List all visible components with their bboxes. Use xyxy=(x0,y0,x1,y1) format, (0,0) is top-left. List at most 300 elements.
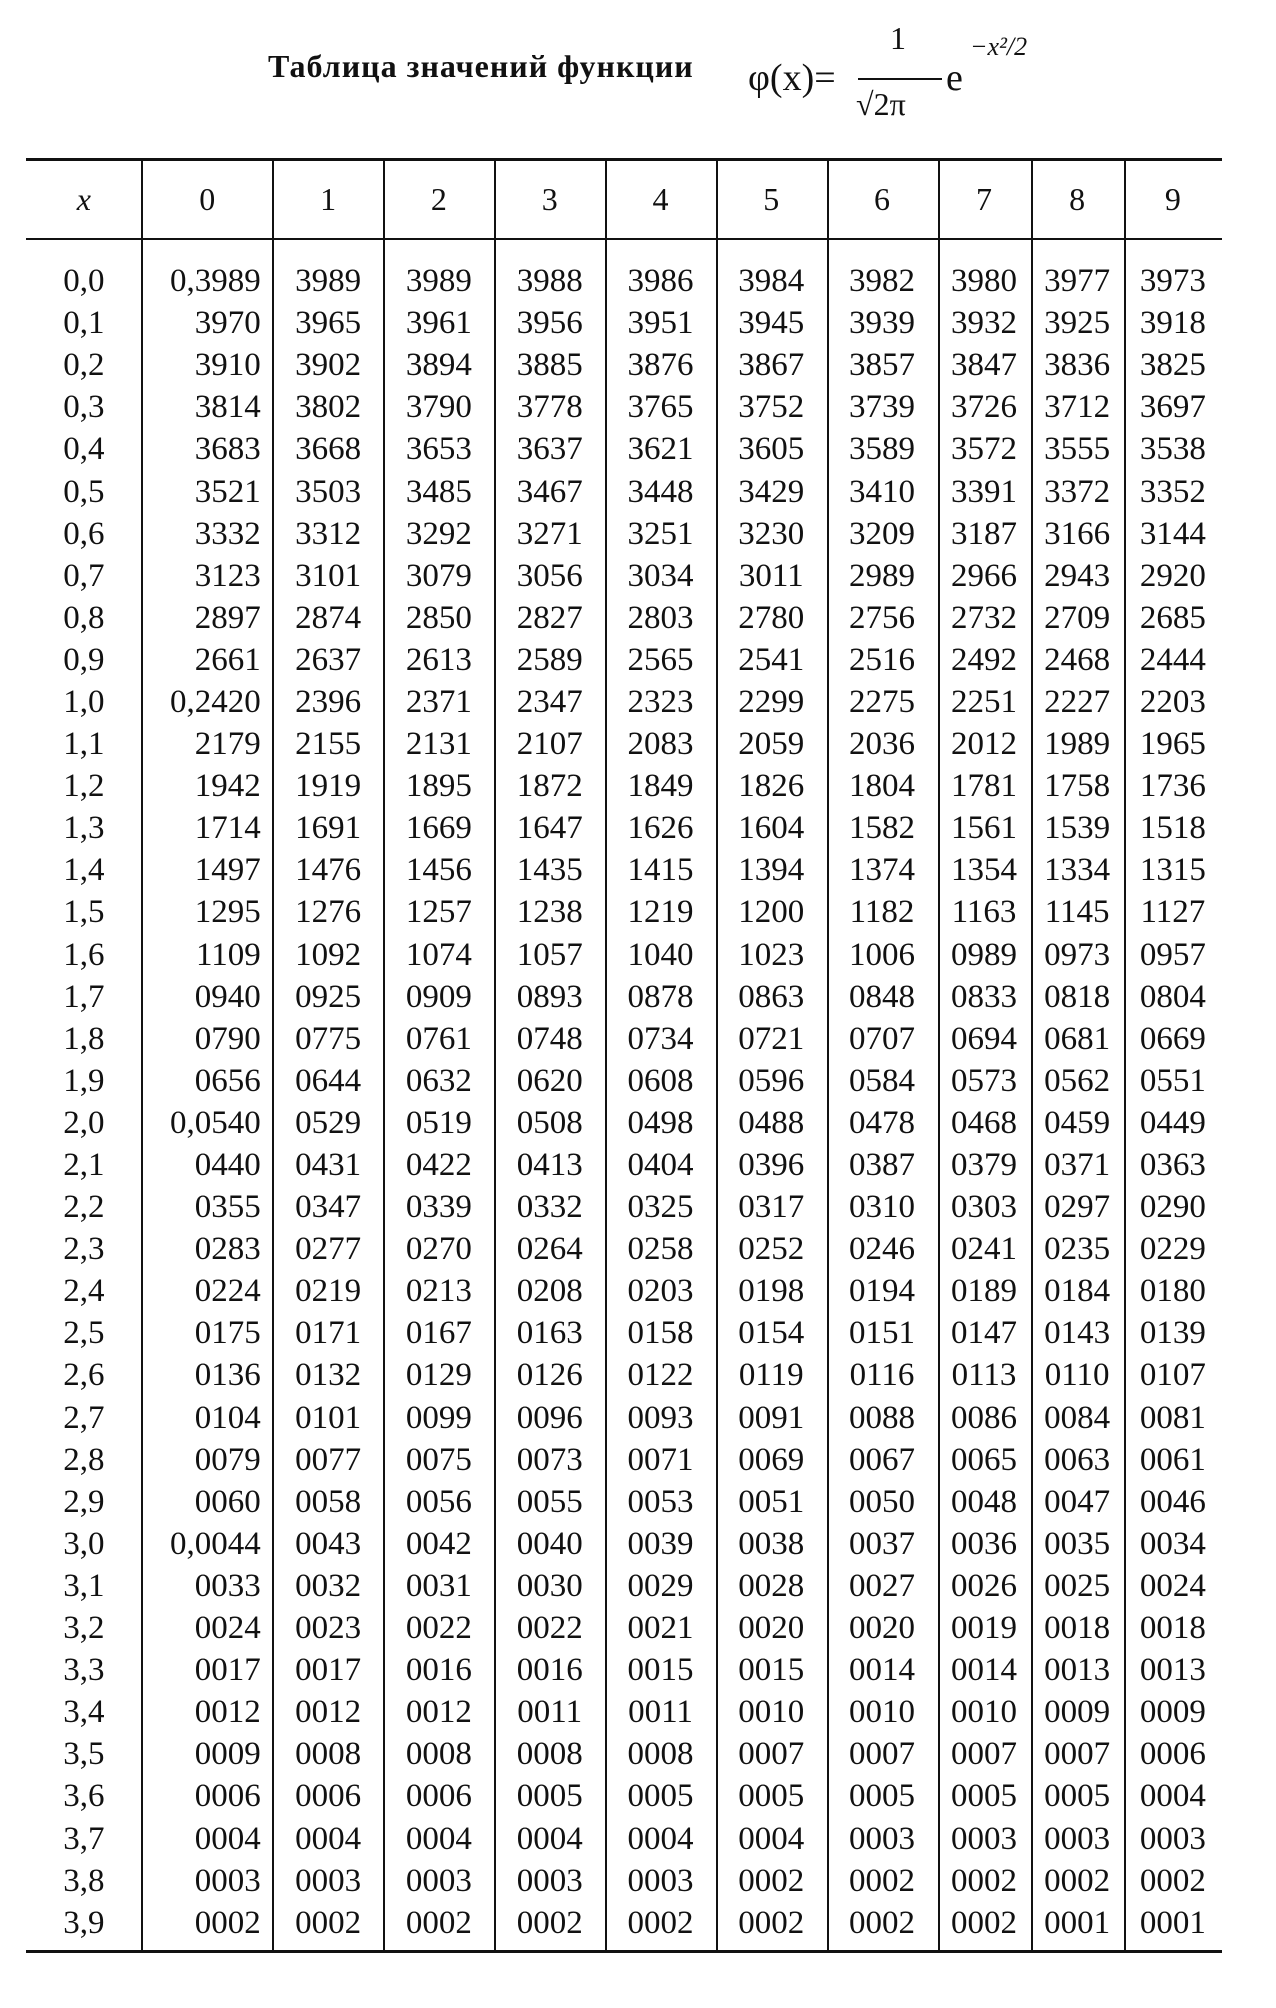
table-cell: 2468 xyxy=(1044,641,1111,678)
table-cell: 3857 xyxy=(849,347,916,384)
table-row xyxy=(26,1523,1222,1565)
table-cell: 1582 xyxy=(849,810,916,847)
header-col-8: 8 xyxy=(1069,180,1086,217)
table-cell: 3589 xyxy=(849,431,916,468)
table-cell: 0122 xyxy=(627,1357,694,1394)
table-cell: 2989 xyxy=(849,557,916,594)
table-cell: 0184 xyxy=(1044,1273,1111,1310)
x-value-cell: 1,4 xyxy=(63,852,105,889)
header-col-2: 2 xyxy=(430,180,447,217)
table-cell: 0925 xyxy=(295,978,362,1015)
table-cell: 1354 xyxy=(951,852,1017,889)
table-cell: 2943 xyxy=(1044,557,1111,594)
table-cell: 0909 xyxy=(405,978,472,1015)
column-divider xyxy=(494,158,496,1950)
table-cell: 3485 xyxy=(405,473,472,510)
x-value-cell: 0,3 xyxy=(63,389,105,426)
table-cell: 0339 xyxy=(405,1189,472,1226)
table-cell: 0171 xyxy=(295,1315,362,1352)
table-row xyxy=(26,1902,1222,1944)
table-cell: 0957 xyxy=(1139,936,1206,973)
table-cell: 0007 xyxy=(849,1736,916,1773)
table-cell: 0001 xyxy=(1044,1904,1111,1941)
table-cell: 0371 xyxy=(1044,1147,1111,1184)
table-cell: 1626 xyxy=(627,810,694,847)
table-cell: 1415 xyxy=(627,852,694,889)
table-cell: 2131 xyxy=(405,726,472,763)
table-cell: 0940 xyxy=(194,978,261,1015)
table-cell: 1691 xyxy=(295,810,362,847)
table-cell: 0016 xyxy=(516,1652,583,1689)
table-cell: 3910 xyxy=(194,347,261,384)
table-cell: 3894 xyxy=(405,347,472,384)
table-cell: 2275 xyxy=(849,683,916,720)
column-divider xyxy=(141,158,143,1950)
x-value-cell: 1,8 xyxy=(63,1020,105,1057)
table-cell: 2323 xyxy=(627,683,694,720)
table-cell: 3271 xyxy=(516,515,583,552)
table-cell: 1092 xyxy=(295,936,362,973)
table-cell: 2059 xyxy=(738,726,805,763)
table-cell: 1315 xyxy=(1139,852,1206,889)
table-row xyxy=(26,1481,1222,1523)
table-cell: 0056 xyxy=(405,1483,472,1520)
table-cell: 1295 xyxy=(194,894,261,931)
table-cell: 0005 xyxy=(1044,1778,1111,1815)
column-divider xyxy=(383,158,385,1950)
column-divider xyxy=(1031,158,1033,1950)
table-cell: 3230 xyxy=(738,515,805,552)
table-cell: 0005 xyxy=(627,1778,694,1815)
table-cell: 0748 xyxy=(516,1020,583,1057)
table-cell: 3961 xyxy=(405,305,472,342)
x-value-cell: 1,6 xyxy=(63,936,105,973)
table-cell: 3739 xyxy=(849,389,916,426)
x-value-cell: 3,2 xyxy=(63,1610,105,1647)
table-cell: 2541 xyxy=(738,641,805,678)
table-cell: 0091 xyxy=(738,1399,805,1436)
table-cell: 0003 xyxy=(295,1862,362,1899)
table-cell: 3980 xyxy=(951,263,1017,300)
table-cell: 0290 xyxy=(1139,1189,1206,1226)
table-cell: 0002 xyxy=(951,1862,1017,1899)
table-cell: 1647 xyxy=(516,810,583,847)
table-row xyxy=(26,639,1222,681)
table-cell: 0010 xyxy=(951,1694,1017,1731)
table-row xyxy=(26,597,1222,639)
table-cell: 0018 xyxy=(1139,1610,1206,1647)
table-cell: 1919 xyxy=(295,768,362,805)
table-cell: 0025 xyxy=(1044,1567,1111,1604)
table-row xyxy=(26,1607,1222,1649)
table-cell: 3521 xyxy=(194,473,261,510)
table-cell: 3448 xyxy=(627,473,694,510)
x-value-cell: 3,8 xyxy=(63,1862,105,1899)
table-cell: 0707 xyxy=(849,1020,916,1057)
table-cell: 3410 xyxy=(849,473,916,510)
table-cell: 1476 xyxy=(295,852,362,889)
table-cell: 0158 xyxy=(627,1315,694,1352)
table-cell: 3951 xyxy=(627,305,694,342)
table-cell: 2589 xyxy=(516,641,583,678)
table-cell: 0005 xyxy=(849,1778,916,1815)
table-cell: 0030 xyxy=(516,1567,583,1604)
table-row xyxy=(26,1312,1222,1354)
table-row xyxy=(26,1354,1222,1396)
table-cell: 0681 xyxy=(1044,1020,1111,1057)
table-cell: 0893 xyxy=(516,978,583,1015)
table-row xyxy=(26,1733,1222,1775)
table-cell: 0119 xyxy=(738,1357,804,1394)
table-cell: 0009 xyxy=(1139,1694,1206,1731)
x-value-cell: 3,1 xyxy=(63,1567,105,1604)
table-cell: 0053 xyxy=(627,1483,694,1520)
table-cell: 3989 xyxy=(405,263,472,300)
table-cell: 2203 xyxy=(1139,683,1206,720)
table-row xyxy=(26,1775,1222,1817)
table-cell: 0005 xyxy=(738,1778,805,1815)
table-cell: 1006 xyxy=(849,936,916,973)
column-divider xyxy=(1124,158,1126,1950)
header-col-7: 7 xyxy=(976,180,992,217)
table-cell: 0252 xyxy=(738,1231,805,1268)
page-title xyxy=(0,0,1276,150)
table-cell: 0026 xyxy=(951,1567,1017,1604)
table-cell: 0069 xyxy=(738,1441,805,1478)
x-value-cell: 2,9 xyxy=(63,1483,105,1520)
x-value-cell: 1,2 xyxy=(63,768,105,805)
table-cell: 1276 xyxy=(295,894,362,931)
table-cell: 0163 xyxy=(516,1315,583,1352)
table-cell: 2874 xyxy=(295,599,362,636)
table-cell: 0003 xyxy=(405,1862,472,1899)
table-cell: 0012 xyxy=(194,1694,261,1731)
table-cell: 0019 xyxy=(951,1610,1017,1647)
table-row xyxy=(26,1102,1222,1144)
table-cell: 0363 xyxy=(1139,1147,1206,1184)
table-cell: 0175 xyxy=(194,1315,261,1352)
table-cell: 3572 xyxy=(951,431,1017,468)
table-cell: 3056 xyxy=(516,557,583,594)
table-cell: 0003 xyxy=(849,1820,916,1857)
table-row xyxy=(26,1060,1222,1102)
table-cell: 0012 xyxy=(295,1694,362,1731)
header-x: x xyxy=(76,180,91,217)
table-cell: 0002 xyxy=(516,1904,583,1941)
table-cell: 1714 xyxy=(194,810,261,847)
table-cell: 0136 xyxy=(194,1357,261,1394)
x-value-cell: 3,7 xyxy=(63,1820,105,1857)
x-value-cell: 2,3 xyxy=(63,1231,105,1268)
values-table xyxy=(26,160,1222,1944)
table-cell: 1758 xyxy=(1044,768,1111,805)
table-cell: 0317 xyxy=(738,1189,805,1226)
formula-exponent: −x²/2 xyxy=(970,32,1028,61)
table-cell: 0005 xyxy=(951,1778,1017,1815)
table-cell: 0003 xyxy=(627,1862,694,1899)
table-cell: 1074 xyxy=(405,936,472,973)
table-cell: 0013 xyxy=(1044,1652,1111,1689)
table-cell: 0005 xyxy=(516,1778,583,1815)
table-cell: 0198 xyxy=(738,1273,805,1310)
table-cell: 0047 xyxy=(1044,1483,1111,1520)
table-cell: 0283 xyxy=(194,1231,261,1268)
table-cell: 3939 xyxy=(849,305,916,342)
header-rule xyxy=(26,238,1222,240)
table-row xyxy=(26,555,1222,597)
formula-base: e xyxy=(946,57,963,99)
x-value-cell: 3,6 xyxy=(63,1778,105,1815)
table-cell: 0790 xyxy=(194,1020,261,1057)
table-row xyxy=(26,807,1222,849)
table-cell: 0310 xyxy=(849,1189,916,1226)
table-cell: 0042 xyxy=(405,1525,472,1562)
table-cell: 0033 xyxy=(194,1567,261,1604)
table-cell: 3144 xyxy=(1139,515,1206,552)
table-cell: 0129 xyxy=(405,1357,472,1394)
x-value-cell: 1,5 xyxy=(63,894,105,931)
table-cell: 0034 xyxy=(1139,1525,1206,1562)
x-value-cell: 1,1 xyxy=(63,726,105,763)
table-cell: 0077 xyxy=(295,1441,362,1478)
table-cell: 2827 xyxy=(516,599,583,636)
table-cell: 2850 xyxy=(405,599,472,636)
table-cell: 0104 xyxy=(194,1399,261,1436)
table-cell: 2897 xyxy=(194,599,261,636)
table-row xyxy=(26,302,1222,344)
table-cell: 0003 xyxy=(194,1862,261,1899)
table-cell: 0002 xyxy=(1139,1862,1206,1899)
table-cell: 1497 xyxy=(194,852,261,889)
x-value-cell: 2,2 xyxy=(63,1189,105,1226)
table-row xyxy=(26,1228,1222,1270)
table-cell: 0004 xyxy=(738,1820,805,1857)
table-cell: 0035 xyxy=(1044,1525,1111,1562)
table-cell: 1182 xyxy=(849,894,915,931)
table-cell: 0002 xyxy=(627,1904,694,1941)
table-cell: 1257 xyxy=(405,894,472,931)
table-cell: 0084 xyxy=(1044,1399,1111,1436)
table-cell: 2613 xyxy=(405,641,472,678)
table-row xyxy=(26,238,1222,302)
header-col-4: 4 xyxy=(652,180,669,217)
table-cell: 0007 xyxy=(951,1736,1017,1773)
table-row xyxy=(26,1018,1222,1060)
table-cell: 3876 xyxy=(627,347,694,384)
table-cell: 0004 xyxy=(516,1820,583,1857)
table-cell: 2036 xyxy=(849,726,916,763)
header-col-3: 3 xyxy=(541,180,558,217)
table-cell: 1435 xyxy=(516,852,583,889)
table-cell: 0003 xyxy=(1044,1820,1111,1857)
x-value-cell: 2,7 xyxy=(63,1399,105,1436)
table-cell: 3352 xyxy=(1139,473,1206,510)
table-cell: 0264 xyxy=(516,1231,583,1268)
table-cell: 3683 xyxy=(194,431,261,468)
table-cell: 0,0540 xyxy=(169,1104,261,1141)
table-cell: 0632 xyxy=(405,1062,472,1099)
table-cell: 0107 xyxy=(1139,1357,1206,1394)
table-cell: 0379 xyxy=(951,1147,1017,1184)
table-cell: 0277 xyxy=(295,1231,362,1268)
table-cell: 0002 xyxy=(194,1904,261,1941)
table-cell: 0036 xyxy=(951,1525,1017,1562)
table-row xyxy=(26,891,1222,933)
table-cell: 0775 xyxy=(295,1020,362,1057)
table-cell: 0073 xyxy=(516,1441,583,1478)
x-value-cell: 2,4 xyxy=(63,1273,105,1310)
x-value-cell: 0,1 xyxy=(63,305,105,342)
table-cell: 3984 xyxy=(738,263,805,300)
table-cell: 0219 xyxy=(295,1273,362,1310)
header-col-9: 9 xyxy=(1164,180,1181,217)
table-cell: 0878 xyxy=(627,978,694,1015)
table-cell: 0020 xyxy=(849,1610,916,1647)
table-cell: 0004 xyxy=(295,1820,362,1857)
table-cell: 0017 xyxy=(194,1652,261,1689)
table-cell: 0387 xyxy=(849,1147,916,1184)
table-body xyxy=(26,238,1222,1944)
table-cell: 0048 xyxy=(951,1483,1017,1520)
table-cell: 0002 xyxy=(295,1904,362,1941)
table-cell: 0241 xyxy=(951,1231,1017,1268)
table-cell: 1539 xyxy=(1044,810,1111,847)
table-cell: 1518 xyxy=(1139,810,1206,847)
table-cell: 0431 xyxy=(295,1147,362,1184)
table-cell: 0721 xyxy=(738,1020,805,1057)
table-cell: 3621 xyxy=(627,431,694,468)
table-cell: 0004 xyxy=(627,1820,694,1857)
table-cell: 0989 xyxy=(951,936,1017,973)
table-cell: 0028 xyxy=(738,1567,805,1604)
formula-numerator: 1 xyxy=(890,20,906,56)
table-cell: 0006 xyxy=(405,1778,472,1815)
table-cell: 3467 xyxy=(516,473,583,510)
table-cell: 2709 xyxy=(1044,599,1111,636)
table-cell: 0002 xyxy=(849,1862,916,1899)
table-cell: 3989 xyxy=(295,263,362,300)
table-cell: 3011 xyxy=(738,557,804,594)
table-cell: 0004 xyxy=(194,1820,261,1857)
table-cell: 0014 xyxy=(849,1652,916,1689)
x-value-cell: 1,7 xyxy=(63,978,105,1015)
table-cell: 3988 xyxy=(516,263,583,300)
table-cell: 0012 xyxy=(405,1694,472,1731)
table-cell: 0584 xyxy=(849,1062,916,1099)
table-cell: 3847 xyxy=(951,347,1017,384)
table-cell: 1895 xyxy=(405,768,472,805)
table-cell: 0194 xyxy=(849,1273,916,1310)
table-cell: 0002 xyxy=(951,1904,1017,1941)
table-cell: 0051 xyxy=(738,1483,805,1520)
table-cell: 3605 xyxy=(738,431,805,468)
table-cell: 0022 xyxy=(516,1610,583,1647)
table-cell: 0046 xyxy=(1139,1483,1206,1520)
table-cell: 2685 xyxy=(1139,599,1206,636)
x-value-cell: 0,9 xyxy=(63,641,105,678)
table-cell: 0303 xyxy=(951,1189,1017,1226)
table-cell: 0224 xyxy=(194,1273,261,1310)
table-cell: 0332 xyxy=(516,1189,583,1226)
table-cell: 0006 xyxy=(194,1778,261,1815)
table-cell: 3867 xyxy=(738,347,805,384)
table-cell: 0151 xyxy=(849,1315,916,1352)
table-cell: 0596 xyxy=(738,1062,805,1099)
table-cell: 1872 xyxy=(516,768,583,805)
table-cell: 0006 xyxy=(295,1778,362,1815)
table-cell: 0008 xyxy=(295,1736,362,1773)
table-cell: 0003 xyxy=(516,1862,583,1899)
table-row xyxy=(26,1439,1222,1481)
table-cell: 3752 xyxy=(738,389,805,426)
table-cell: 3101 xyxy=(295,557,362,594)
table-row xyxy=(26,934,1222,976)
table-cell: 1374 xyxy=(849,852,916,889)
x-value-cell: 2,1 xyxy=(63,1147,105,1184)
table-cell: 0180 xyxy=(1139,1273,1206,1310)
table-cell: 0562 xyxy=(1044,1062,1111,1099)
x-value-cell: 0,7 xyxy=(63,557,105,594)
table-cell: 1942 xyxy=(194,768,261,805)
table-cell: 3372 xyxy=(1044,473,1111,510)
table-cell: 0004 xyxy=(1139,1778,1206,1815)
table-cell: 3956 xyxy=(516,305,583,342)
table-cell: 0011 xyxy=(628,1694,693,1731)
table-cell: 0422 xyxy=(405,1147,472,1184)
table-cell: 1456 xyxy=(405,852,472,889)
table-cell: 2012 xyxy=(951,726,1017,763)
formula-denominator: √2π xyxy=(856,86,906,122)
table-cell: 0101 xyxy=(295,1399,362,1436)
table-cell: 0246 xyxy=(849,1231,916,1268)
table-cell: 3726 xyxy=(951,389,1017,426)
table-cell: 0508 xyxy=(516,1104,583,1141)
table-cell: 3925 xyxy=(1044,305,1111,342)
table-cell: 2155 xyxy=(295,726,362,763)
table-top-rule xyxy=(26,158,1222,161)
table-cell: 1057 xyxy=(516,936,583,973)
table-cell: 3778 xyxy=(516,389,583,426)
table-row xyxy=(26,1691,1222,1733)
x-value-cell: 3,5 xyxy=(63,1736,105,1773)
table-cell: 0024 xyxy=(1139,1567,1206,1604)
table-cell: 0039 xyxy=(627,1525,694,1562)
table-cell: 0001 xyxy=(1139,1904,1206,1941)
table-cell: 1781 xyxy=(951,768,1017,805)
table-cell: 0189 xyxy=(951,1273,1017,1310)
table-cell: 2732 xyxy=(951,599,1017,636)
table-cell: 0355 xyxy=(194,1189,261,1226)
table-cell: 0015 xyxy=(627,1652,694,1689)
x-value-cell: 2,0 xyxy=(63,1104,105,1141)
table-cell: 0167 xyxy=(405,1315,472,1352)
table-title: Таблица значений функции xyxy=(268,48,694,84)
table-row xyxy=(26,1270,1222,1312)
table-cell: 0002 xyxy=(405,1904,472,1941)
table-cell: 0016 xyxy=(405,1652,472,1689)
table-cell: 0143 xyxy=(1044,1315,1111,1352)
table-cell: 0116 xyxy=(849,1357,915,1394)
table-cell: 3697 xyxy=(1139,389,1206,426)
table-cell: 2083 xyxy=(627,726,694,763)
table-cell: 3765 xyxy=(627,389,694,426)
table-cell: 0,3989 xyxy=(169,263,261,300)
table-cell: 2492 xyxy=(951,641,1017,678)
table-cell: 0413 xyxy=(516,1147,583,1184)
header-col-1: 1 xyxy=(320,180,337,217)
table-cell: 0008 xyxy=(627,1736,694,1773)
table-cell: 2107 xyxy=(516,726,583,763)
